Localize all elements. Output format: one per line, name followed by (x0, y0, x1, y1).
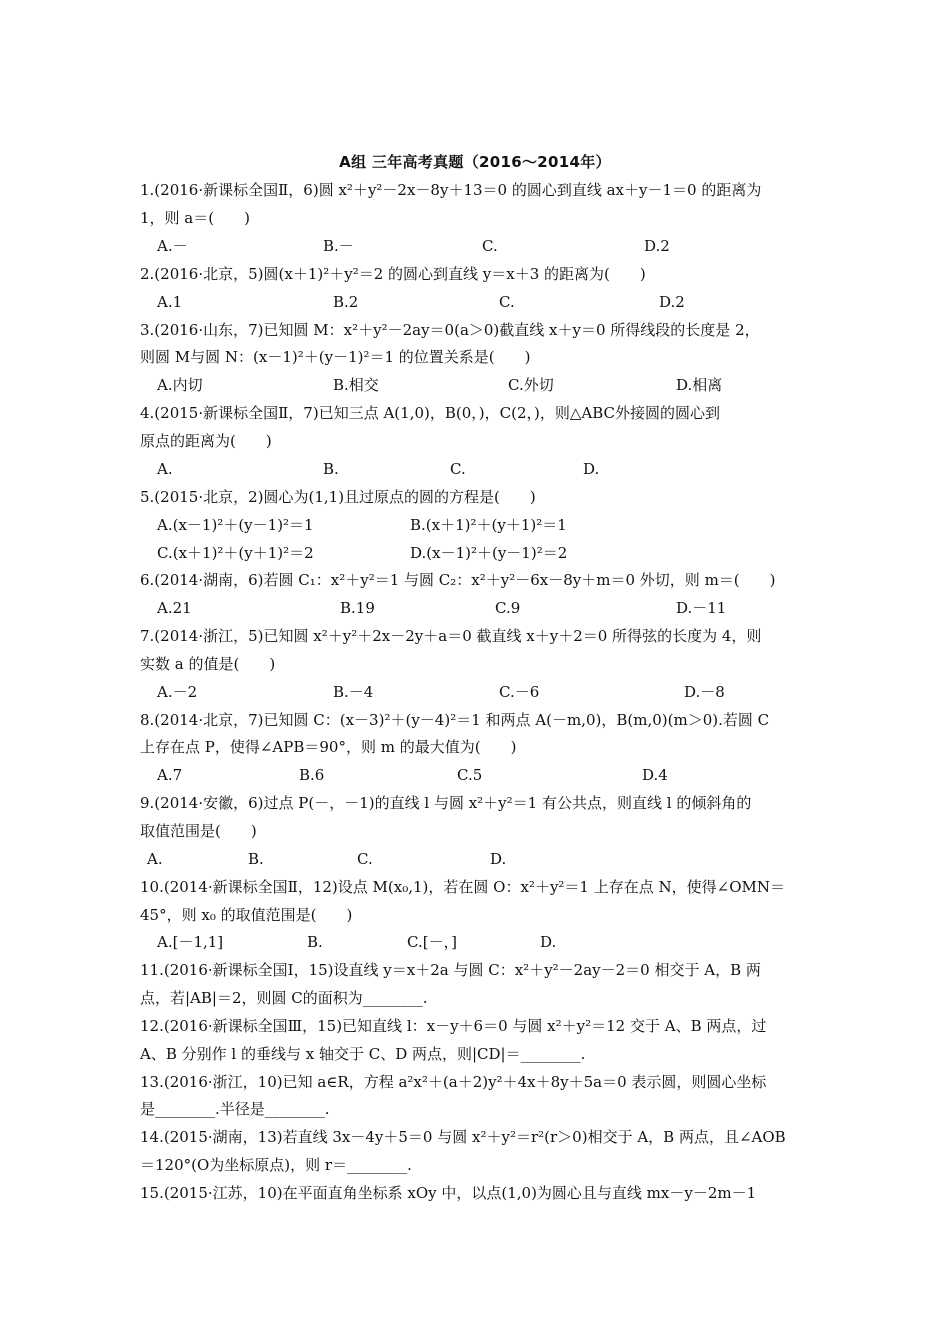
question-5-option-d: D.(x－1)²＋(y－1)²＝2 (410, 544, 568, 562)
question-5-line-1: 5.(2015·北京，2)圆心为(1,1)且过原点的圆的方程是( ) (140, 488, 536, 506)
question-1-line-1: 1.(2016·新课标全国Ⅱ，6)圆 x²＋y²－2x－8y＋13＝0 的圆心到直线 ax＋y－1＝0 的距离为 (140, 181, 762, 199)
question-6-option-b: B.19 (340, 599, 375, 617)
question-13-line-1: 13.(2016·浙江，10)已知 a∈R，方程 a²x²＋(a＋2)y²＋4x＋8y＋5a＝0 表示圆，则圆心坐标 (140, 1073, 767, 1091)
question-10-option-c: C.[－，] (407, 933, 457, 951)
question-3-option-c: C.外切 (508, 376, 554, 394)
question-11-line-1: 11.(2016·新课标全国Ⅰ，15)设直线 y＝x＋2a 与圆 C：x²＋y²－2ay－2＝0 相交于 A，B 两 (140, 961, 761, 979)
question-14-line-2: ＝120°(O为坐标原点)，则 r＝________. (140, 1156, 412, 1174)
question-9-option-a: A. (147, 850, 163, 868)
question-7-option-b: B.－4 (333, 683, 374, 701)
page-title: A组 三年高考真题（2016～2014年） (339, 153, 611, 171)
question-7-option-a: A.－2 (157, 683, 198, 701)
question-2-option-c: C. (499, 293, 515, 311)
question-3-line-1: 3.(2016·山东，7)已知圆 M：x²＋y²－2ay＝0(a＞0)截直线 x＋y＝0 所得线段的长度是 2， (140, 321, 760, 339)
question-10-option-b: B. (307, 933, 323, 951)
question-10-line-1: 10.(2014·新课标全国Ⅱ，12)设点 M(x₀,1)，若在圆 O：x²＋y²＝1 上存在点 N，使得∠OMN＝ (140, 878, 785, 896)
question-1-option-d: D.2 (644, 237, 670, 255)
question-1-option-b: B.－ (323, 237, 354, 255)
question-9-option-b: B. (248, 850, 264, 868)
question-6-option-c: C.9 (495, 599, 521, 617)
question-5-option-a: A.(x－1)²＋(y－1)²＝1 (157, 516, 314, 534)
question-11-line-2: 点，若|AB|＝2，则圆 C的面积为________. (140, 989, 428, 1007)
question-4-option-d: D. (583, 460, 600, 478)
question-12-line-2: A、B 分别作 l 的垂线与 x 轴交于 C、D 两点，则|CD|＝________. (140, 1045, 586, 1063)
question-14-line-1: 14.(2015·湖南，13)若直线 3x－4y＋5＝0 与圆 x²＋y²＝r²(r＞0)相交于 A，B 两点，且∠AOB (140, 1128, 786, 1146)
question-4-option-c: C. (450, 460, 466, 478)
question-15-line-1: 15.(2015·江苏，10)在平面直角坐标系 xOy 中，以点(1,0)为圆心且与直线 mx－y－2m－1 (140, 1184, 757, 1202)
question-9-option-d: D. (490, 850, 507, 868)
question-1-option-a: A.－ (157, 237, 188, 255)
question-6-option-a: A.21 (157, 599, 192, 617)
question-8-option-a: A.7 (157, 766, 183, 784)
question-3-option-d: D.相离 (676, 376, 723, 394)
question-7-option-c: C.－6 (499, 683, 540, 701)
question-4-line-2: 原点的距离为( ) (140, 432, 272, 450)
question-8-line-2: 上存在点 P，使得∠APB＝90°，则 m 的最大值为( ) (140, 738, 517, 756)
question-2-option-b: B.2 (333, 293, 359, 311)
question-7-line-1: 7.(2014·浙江，5)已知圆 x²＋y²＋2x－2y＋a＝0 截直线 x＋y＋2＝0 所得弦的长度为 4，则 (140, 627, 762, 645)
question-9-line-2: 取值范围是( ) (140, 822, 257, 840)
question-3-option-a: A.内切 (157, 376, 203, 394)
question-8-option-c: C.5 (457, 766, 483, 784)
question-5-option-c: C.(x＋1)²＋(y＋1)²＝2 (157, 544, 314, 562)
question-10-option-d: D. (540, 933, 557, 951)
question-4-option-a: A. (157, 460, 173, 478)
question-5-option-b: B.(x＋1)²＋(y＋1)²＝1 (410, 516, 567, 534)
question-4-option-b: B. (323, 460, 339, 478)
question-1-line-2: 1，则 a＝( ) (140, 209, 250, 227)
question-7-option-d: D.－8 (684, 683, 725, 701)
question-8-option-d: D.4 (642, 766, 668, 784)
question-9-line-1: 9.(2014·安徽，6)过点 P(－，－1)的直线 l 与圆 x²＋y²＝1 有公共点，则直线 l 的倾斜角的 (140, 794, 752, 812)
question-8-option-b: B.6 (299, 766, 325, 784)
question-2-line-1: 2.(2016·北京，5)圆(x＋1)²＋y²＝2 的圆心到直线 y＝x＋3 的距离为( ) (140, 265, 646, 283)
question-6-option-d: D.－11 (676, 599, 727, 617)
question-10-line-2: 45°，则 x₀ 的取值范围是( ) (140, 906, 353, 924)
question-10-option-a: A.[－1,1] (157, 933, 224, 951)
question-9-option-c: C. (357, 850, 373, 868)
question-4-line-1: 4.(2015·新课标全国Ⅱ，7)已知三点 A(1,0)，B(0，)，C(2，)，则△ABC外接圆的圆心到 (140, 404, 721, 422)
question-1-option-c: C. (482, 237, 498, 255)
question-13-line-2: 是________.半径是________. (140, 1100, 330, 1118)
question-3-option-b: B.相交 (333, 376, 379, 394)
question-7-line-2: 实数 a 的值是( ) (140, 655, 276, 673)
question-6-line-1: 6.(2014·湖南，6)若圆 C₁：x²＋y²＝1 与圆 C₂：x²＋y²－6x－8y＋m＝0 外切，则 m＝( ) (140, 571, 776, 589)
question-2-option-d: D.2 (659, 293, 685, 311)
question-2-option-a: A.1 (157, 293, 183, 311)
question-8-line-1: 8.(2014·北京，7)已知圆 C：(x－3)²＋(y－4)²＝1 和两点 A(－m,0)，B(m,0)(m＞0).若圆 C (140, 711, 770, 729)
question-3-line-2: 则圆 M与圆 N：(x－1)²＋(y－1)²＝1 的位置关系是( ) (140, 348, 531, 366)
question-12-line-1: 12.(2016·新课标全国Ⅲ，15)已知直线 l：x－y＋6＝0 与圆 x²＋y²＝12 交于 A、B 两点，过 (140, 1017, 767, 1035)
